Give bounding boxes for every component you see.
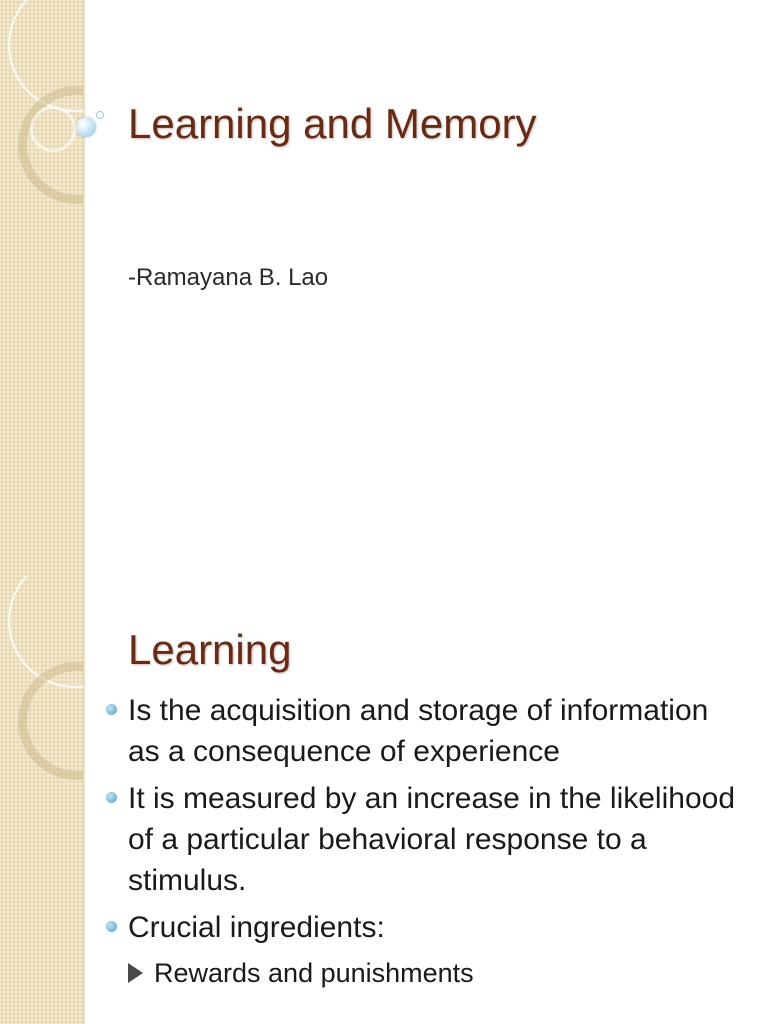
arrow-bullet-icon xyxy=(128,963,143,983)
slide-heading: Learning xyxy=(128,626,292,673)
bullet-text: Crucial ingredients: xyxy=(128,911,385,944)
decorative-sidebar xyxy=(0,0,84,576)
bubble-icon xyxy=(76,117,96,137)
bullet-item xyxy=(104,907,744,948)
sidebar-edge xyxy=(83,576,85,1024)
slide-learning xyxy=(0,576,768,1024)
sub-bullet-text: Rewards and punishments xyxy=(154,958,474,988)
sidebar-edge xyxy=(83,0,85,576)
bullet-list xyxy=(104,690,744,992)
bullet-dot-icon xyxy=(106,704,117,715)
bullet-text: It is measured by an increase in the likelihood of a particular behavioral response to a stimulus. xyxy=(128,782,736,897)
bullet-text: Is the acquisition and storage of information as a consequence of experience xyxy=(128,694,709,768)
decorative-sidebar xyxy=(0,576,84,1024)
bullet-dot-icon xyxy=(106,921,117,932)
author-subtitle: -Ramayana B. Lao xyxy=(128,264,329,291)
decorative-ring xyxy=(18,662,84,780)
sub-bullet-item xyxy=(128,954,744,992)
slide-title-text: Learning and Memory xyxy=(128,100,537,147)
bullet-dot-icon xyxy=(106,792,117,803)
bullet-item xyxy=(104,778,744,901)
bullet-item xyxy=(104,690,744,772)
small-bubble-icon xyxy=(96,111,104,119)
decorative-ring xyxy=(30,106,76,152)
